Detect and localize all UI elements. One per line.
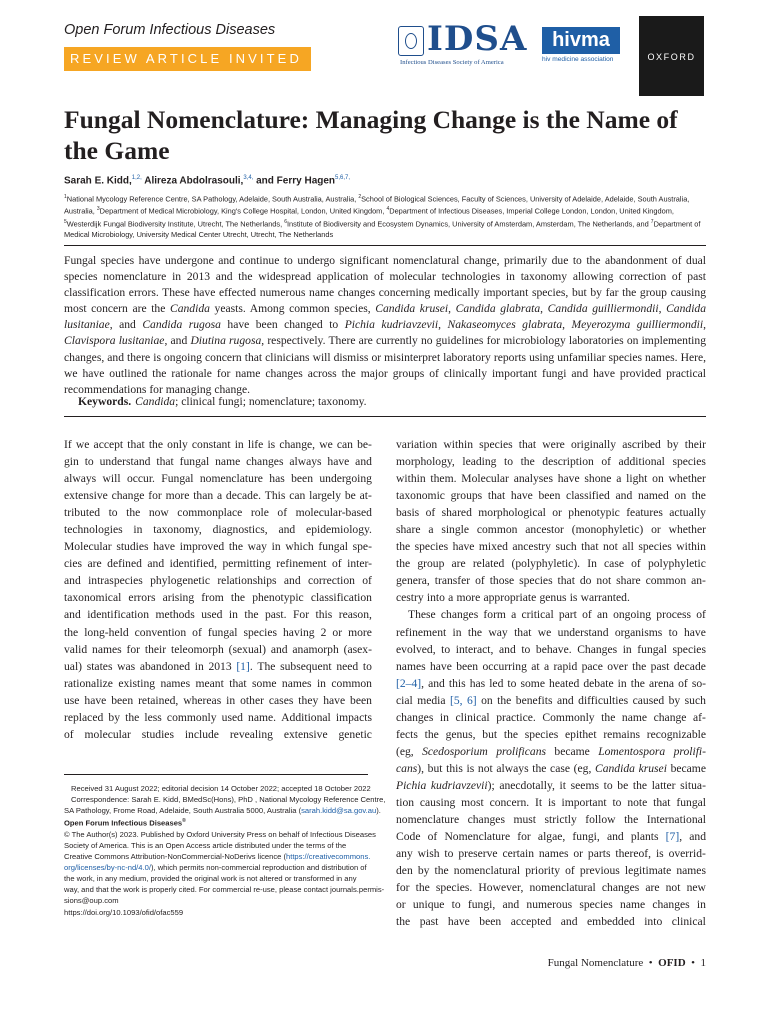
footnote-copyright: © The Author(s) 2023. Published by Oxford University Press on behalf of Infectious Diseases — [64, 829, 376, 839]
affiliation-text: Westerdijk Fungal Biodiversity Institute, Utrecht, The Netherlands, — [66, 219, 285, 229]
footnote-license: Creative Commons Attribution-NonCommercial-NoDerivs licence ( — [64, 852, 286, 862]
running-title: Fungal Nomenclature — [547, 957, 644, 969]
footnote-license: sions@oup.com — [64, 896, 119, 906]
article-type-banner: REVIEW ARTICLE INVITED — [64, 47, 311, 71]
author-name: Alireza Abdolrasouli, — [144, 175, 244, 187]
body-text-line: the past have been accepted and embedded into clinical — [396, 915, 706, 929]
page-number: 1 — [700, 957, 706, 969]
affiliation-text: Department of — [653, 219, 701, 229]
body-text-line: within them. Molecular analyses have shone a light on whether — [396, 472, 706, 486]
affiliation-number: 7 — [650, 218, 654, 225]
body-text-line: gin to understand that fungal name changes always have and — [64, 455, 372, 469]
article-footnote: Received 31 August 2022; editorial decision 14 October 2022; accepted 18 October 2022 Correspondence: Sarah E. Kidd, BMedSc(Hons), PhD , National Mycology Reference Centre, SA Pathology, Frome Road, Adelaide, South Australia 5000, Australia (sarah.kidd@sa.gov.au). Open Forum Infectious Diseases® © The Author(s) 2023. Published by Oxford University Press on behalf of Infectious Diseases Society of America. This is an Open Access article distributed under the terms of the Creative Commons Attribution-NonCommercial-NoDerivs licence (https://creativecommons. org/licenses/by-nc-nd/4.0/), which permits non-commercial reproduction and distribution of the work, in any medium, provided the original work is not altered or transformed in any way, and that the work is properly cited. For commercial re-use, please contact journals.permis- sions@oup.com https://doi.org/10.1093/ofid/ofac559 — [64, 784, 386, 917]
body-text-line: variation within species that were originally ascribed by their — [396, 438, 706, 451]
body-text-line: the species have mixed ancestry such that not all species within — [396, 540, 706, 554]
body-text-line: fects the genus, but the species epithet remains recognizable — [396, 727, 706, 741]
author-affiliation-ref: 5,6,7, — [335, 175, 351, 181]
body-text-line: ual) states was abandoned in 2013 [1]. The subsequent need to — [64, 659, 372, 673]
body-text-line: technologies in taxonomy, diagnostics, and epidemiology. — [64, 523, 372, 537]
abstract-text: , respectively. There are currently no guidelines for microbiology laboratories on implementing changes, and there is ongoing concern that clinicians will dismiss or misinterpret laboratory reports using unfamiliar species names. Here, we have outlined the rationale for name changes across the major groups of clinically important fungi and have provided practical recommendations for managing change. — [64, 334, 706, 396]
footnote-license: Society of America. This is an Open Access article distributed under the terms of the — [64, 841, 347, 850]
author-affiliation-ref: 1,2, — [131, 175, 142, 181]
author-name: and Ferry Hagen — [256, 175, 336, 187]
species-name: Candida rugosa — [142, 318, 221, 332]
body-text-line: replaced by the less commonly used name. Additional impacts — [64, 710, 372, 724]
footer-bullet: • — [646, 957, 656, 969]
oxford-logo-text: OXFORD — [647, 52, 696, 62]
footnote-correspondence: Correspondence: Sarah E. Kidd, BMedSc(Hons), PhD , National Mycology Reference Centre, — [71, 795, 386, 805]
hivma-logo-subtitle: hiv medicine association — [542, 56, 614, 63]
species-name: Nakaseomyces glabrata — [447, 318, 563, 332]
body-text-line: and intraspecies phylogenetic relationships and correction of — [64, 574, 372, 588]
species-name: Candida guilliermondii — [547, 302, 659, 316]
species-name: Diutina rugosa — [190, 334, 262, 348]
footnote-license: way, and that the work is properly cited. For commercial re-use, please contact journals.permis- — [64, 885, 385, 895]
affiliation-number: 3 — [96, 206, 100, 213]
body-text-line: nomenclature changes must strictly follow the International — [396, 813, 706, 827]
body-text-line: Molecular studies have improved the way in which fungal spe- — [64, 540, 372, 554]
body-column-left — [64, 436, 372, 743]
body-text-line: If we accept that the only constant in life is change, we can be- — [64, 438, 372, 451]
body-column-right — [396, 436, 706, 930]
abstract-bottom-rule — [64, 416, 706, 417]
citation-link[interactable]: 6] — [466, 693, 477, 707]
species-name: Candida — [169, 302, 210, 316]
body-text-line: the long-held convention of fungal species having 2 or more — [64, 625, 372, 639]
body-text-line: morphology, leading to the description of additional species — [396, 455, 706, 469]
body-text-line: rationalize existing names meant that some names in common — [64, 676, 372, 690]
body-text-line: Pichia kudriavzevii); anecdotally, it seems to be the latter situa- — [396, 778, 706, 792]
abstract-text: yeasts. Among common species, — [209, 302, 376, 316]
running-journal: OFID — [658, 957, 686, 969]
affiliation-number: 2 — [358, 194, 362, 200]
correspondence-email-link[interactable]: sarah.kidd@sa.gov.au — [301, 806, 377, 816]
body-text-line: changes in clinical practice. Commonly the name change af- — [396, 710, 706, 724]
body-text-line: for the species. However, nomenclatural changes are not new — [396, 881, 706, 895]
abstract-text: Fungal species have undergone and continue to undergo significant nomenclatural change, primarily due to the abandonment of dual species nomenclature in 2013 and the widespread application of molecular technologies in taxonomy allowing correction of past classification errors. These have effected numerous name changes concerning medically important species, but by far the group causing most concern are the — [64, 254, 706, 316]
body-text-line: use have been retained, whereas in other cases they have been — [64, 693, 372, 707]
citation-link[interactable]: [1] — [236, 659, 250, 673]
body-text-line: These changes form a critical part of an ongoing process of — [408, 608, 706, 622]
species-name: Clavispora lusitaniae — [64, 334, 165, 348]
abstract-top-rule — [64, 245, 706, 246]
body-text-line: valid names for their teleomorph (sexual) and anamorph (asex- — [64, 642, 372, 656]
body-text-line: refinement in the way that we understand organisms to have — [396, 625, 706, 639]
license-link[interactable]: https://creativecommons. — [285, 852, 371, 862]
species-name: Meyerozyma guilliermondii — [571, 318, 704, 332]
body-text-line: names have been occurring at a rapid pace over the past decade — [396, 659, 706, 673]
body-text-line: cies are defined and identified, permitting refinement of inter- — [64, 557, 372, 571]
article-title: Fungal Nomenclature: Managing Change is the Name of the Game — [64, 105, 678, 165]
keywords-label: Keywords. — [78, 395, 132, 408]
affiliation-text: Department of Infectious Diseases, Imperial College London, London, United Kingdom, — [389, 206, 674, 216]
affiliation-number: 1 — [64, 194, 67, 200]
citation-link[interactable]: [2–4] — [396, 676, 422, 690]
author-affiliation-ref: 3,4, — [243, 175, 254, 181]
author-name: Sarah E. Kidd, — [64, 175, 132, 187]
species-name: Pichia kudriavzevii — [344, 318, 439, 332]
affiliation-text: National Mycology Reference Centre, SA Pathology, Adelaide, South Australia, Australia, — [66, 194, 359, 204]
idsa-seal-icon — [398, 26, 424, 56]
body-text-line: extensive change for more than a decade. This can largely be at- — [64, 489, 372, 503]
keyword-list: ; clinical fungi; nomenclature; taxonomy. — [175, 395, 367, 408]
body-text-line: or unique to fungi, and numerous species name changes in — [396, 898, 706, 912]
body-text-line: den by the nomenclatural priority of previous legitimate names — [396, 864, 706, 878]
affiliation-text: Medical Microbiology, University Medical Center Utrecht, Utrecht, The Netherlands — [64, 230, 334, 240]
running-footer — [548, 957, 706, 969]
body-text-line: basis of shared morphological or phenotypic features actually — [396, 506, 706, 520]
affiliation-number: 6 — [284, 218, 287, 225]
footnote-journal: Open Forum Infectious Diseases — [64, 818, 183, 828]
body-text-line: evolved, to interact, and to behave. Changes in fungal species — [396, 642, 706, 656]
hivma-logo — [542, 27, 630, 67]
footnote-address: SA Pathology, Frome Road, Adelaide, South Australia 5000, Australia ( — [64, 806, 302, 816]
affiliation-text: School of Biological Sciences, Faculty of Sciences, University of Adelaide, Adelaide, South Australia, — [361, 194, 690, 204]
body-text-line: cial media [5, 6] on the benefits and difficulties caused by such — [396, 693, 706, 707]
body-text-line: any wish to preserve certain names or parts thereof, is overrid- — [396, 847, 706, 861]
body-text-line: genera, transfer of those species that do not share common an- — [396, 574, 706, 588]
body-text-line: tion causing most concern. It is important to note that fungal — [396, 795, 706, 809]
license-link[interactable]: org/licenses/by-nc-nd/4.0/ — [64, 863, 151, 873]
oxford-logo — [639, 16, 704, 96]
abstract: Fungal species have undergone and continue to undergo significant nomenclatural change, primarily due to the abandonment of dual species nomenclature in 2013 and the widespread application of molecular technologies in taxonomy allowing correction of past classification errors. These have effected numerous name changes concerning medically important species, but by far the group causing most concern are the Candida yeasts. Among common species, Candida krusei, Candida glabrata, Candida guilliermondii, Candida lusitaniae, and Candida rugosa have been changed to Pichia kudriavzevii, Nakaseomyces glabrata, Meyerozyma guilliermondii, Clavispora lusitaniae, and Diutina rugosa, respectively. There are currently no guidelines for microbiology laboratories on implementing changes, and there is ongoing concern that clinicians will dismiss or misinterpret laboratory reports using unfamiliar species names. Here, we have outlined the rationale for name changes across the major groups of clinically important fungi and have provided practical recommendations for managing change. — [64, 254, 707, 396]
body-text-line: [2–4], and this has led to some heated debate in the arena of so- — [396, 676, 706, 690]
footer-bullet: • — [688, 957, 698, 969]
affiliation-number: 4 — [386, 206, 390, 213]
idsa-logo — [398, 19, 536, 68]
keywords — [78, 395, 367, 408]
doi-link[interactable]: https://doi.org/10.1093/ofid/ofac559 — [64, 907, 184, 917]
hivma-logo-text: hivma — [542, 27, 620, 54]
idsa-logo-subtitle: Infectious Diseases Society of America — [400, 59, 504, 66]
affiliation-text: Australia, — [64, 206, 97, 216]
body-text-line: cans), but this is not always the case (eg, Candida krusei became — [396, 761, 706, 775]
abstract-text: have been changed to — [220, 318, 345, 332]
body-text-line: share a single common ancestor (monophyletic) or whether — [396, 523, 706, 537]
body-text-line: the group are related (polyphyletic). In case of polyphyletic — [396, 557, 706, 571]
affiliation-text: Department of Medical Microbiology, King's College Hospital, London, United Kingdom, — [99, 206, 387, 216]
author-list — [64, 175, 350, 186]
species-name: Candida lusitaniae — [64, 302, 707, 332]
footnote-dates: Received 31 August 2022; editorial decision 14 October 2022; accepted 18 October 2022 — [71, 784, 371, 793]
citation-link[interactable]: [5, — [449, 693, 463, 707]
footnote-text: ). — [376, 806, 381, 816]
body-text-line: (eg, Scedosporium prolificans became Lomentospora prolifi- — [396, 744, 706, 758]
keyword: Candida — [135, 395, 176, 408]
body-text-line: cestry into a more appropriate genus is warranted. — [396, 591, 630, 605]
body-text-line: tributed to the now commonplace role of molecular-based — [64, 506, 372, 520]
affiliations — [64, 192, 714, 240]
idsa-logo-text: IDSA — [427, 19, 528, 59]
citation-link[interactable]: [7] — [665, 830, 680, 844]
footnote-license: the work, in any medium, provided the original work is not altered or transformed in any — [64, 874, 357, 884]
body-text-line: taxonomic groups that have been classified and named on the — [396, 489, 706, 503]
body-text-line: always will occur. Fungal nomenclature has been undergoing — [64, 472, 372, 486]
affiliation-text: Institute of Biodiversity and Ecosystem Dynamics, University of Amsterdam, Amsterdam, The Netherlands, and — [287, 219, 651, 229]
body-text-line: taxonomical errors arising from the phenotypic classification — [64, 591, 372, 605]
species-name: Candida krusei — [375, 302, 449, 316]
body-text-line: and identification methods used in the past. For this reason, — [64, 608, 372, 622]
body-text-line: of molecular studies include revealing extensive genetic — [64, 727, 372, 741]
species-name: Candida glabrata — [455, 302, 541, 316]
footnote-rule — [64, 774, 368, 775]
journal-name: Open Forum Infectious Diseases — [64, 22, 276, 38]
affiliation-number: 5 — [64, 218, 67, 225]
footnote-license: ), which permits non-commercial reproduction and distribution of — [150, 863, 367, 873]
body-text-line: Code of Nomenclature for algae, fungi, and plants [7], and — [396, 830, 706, 844]
